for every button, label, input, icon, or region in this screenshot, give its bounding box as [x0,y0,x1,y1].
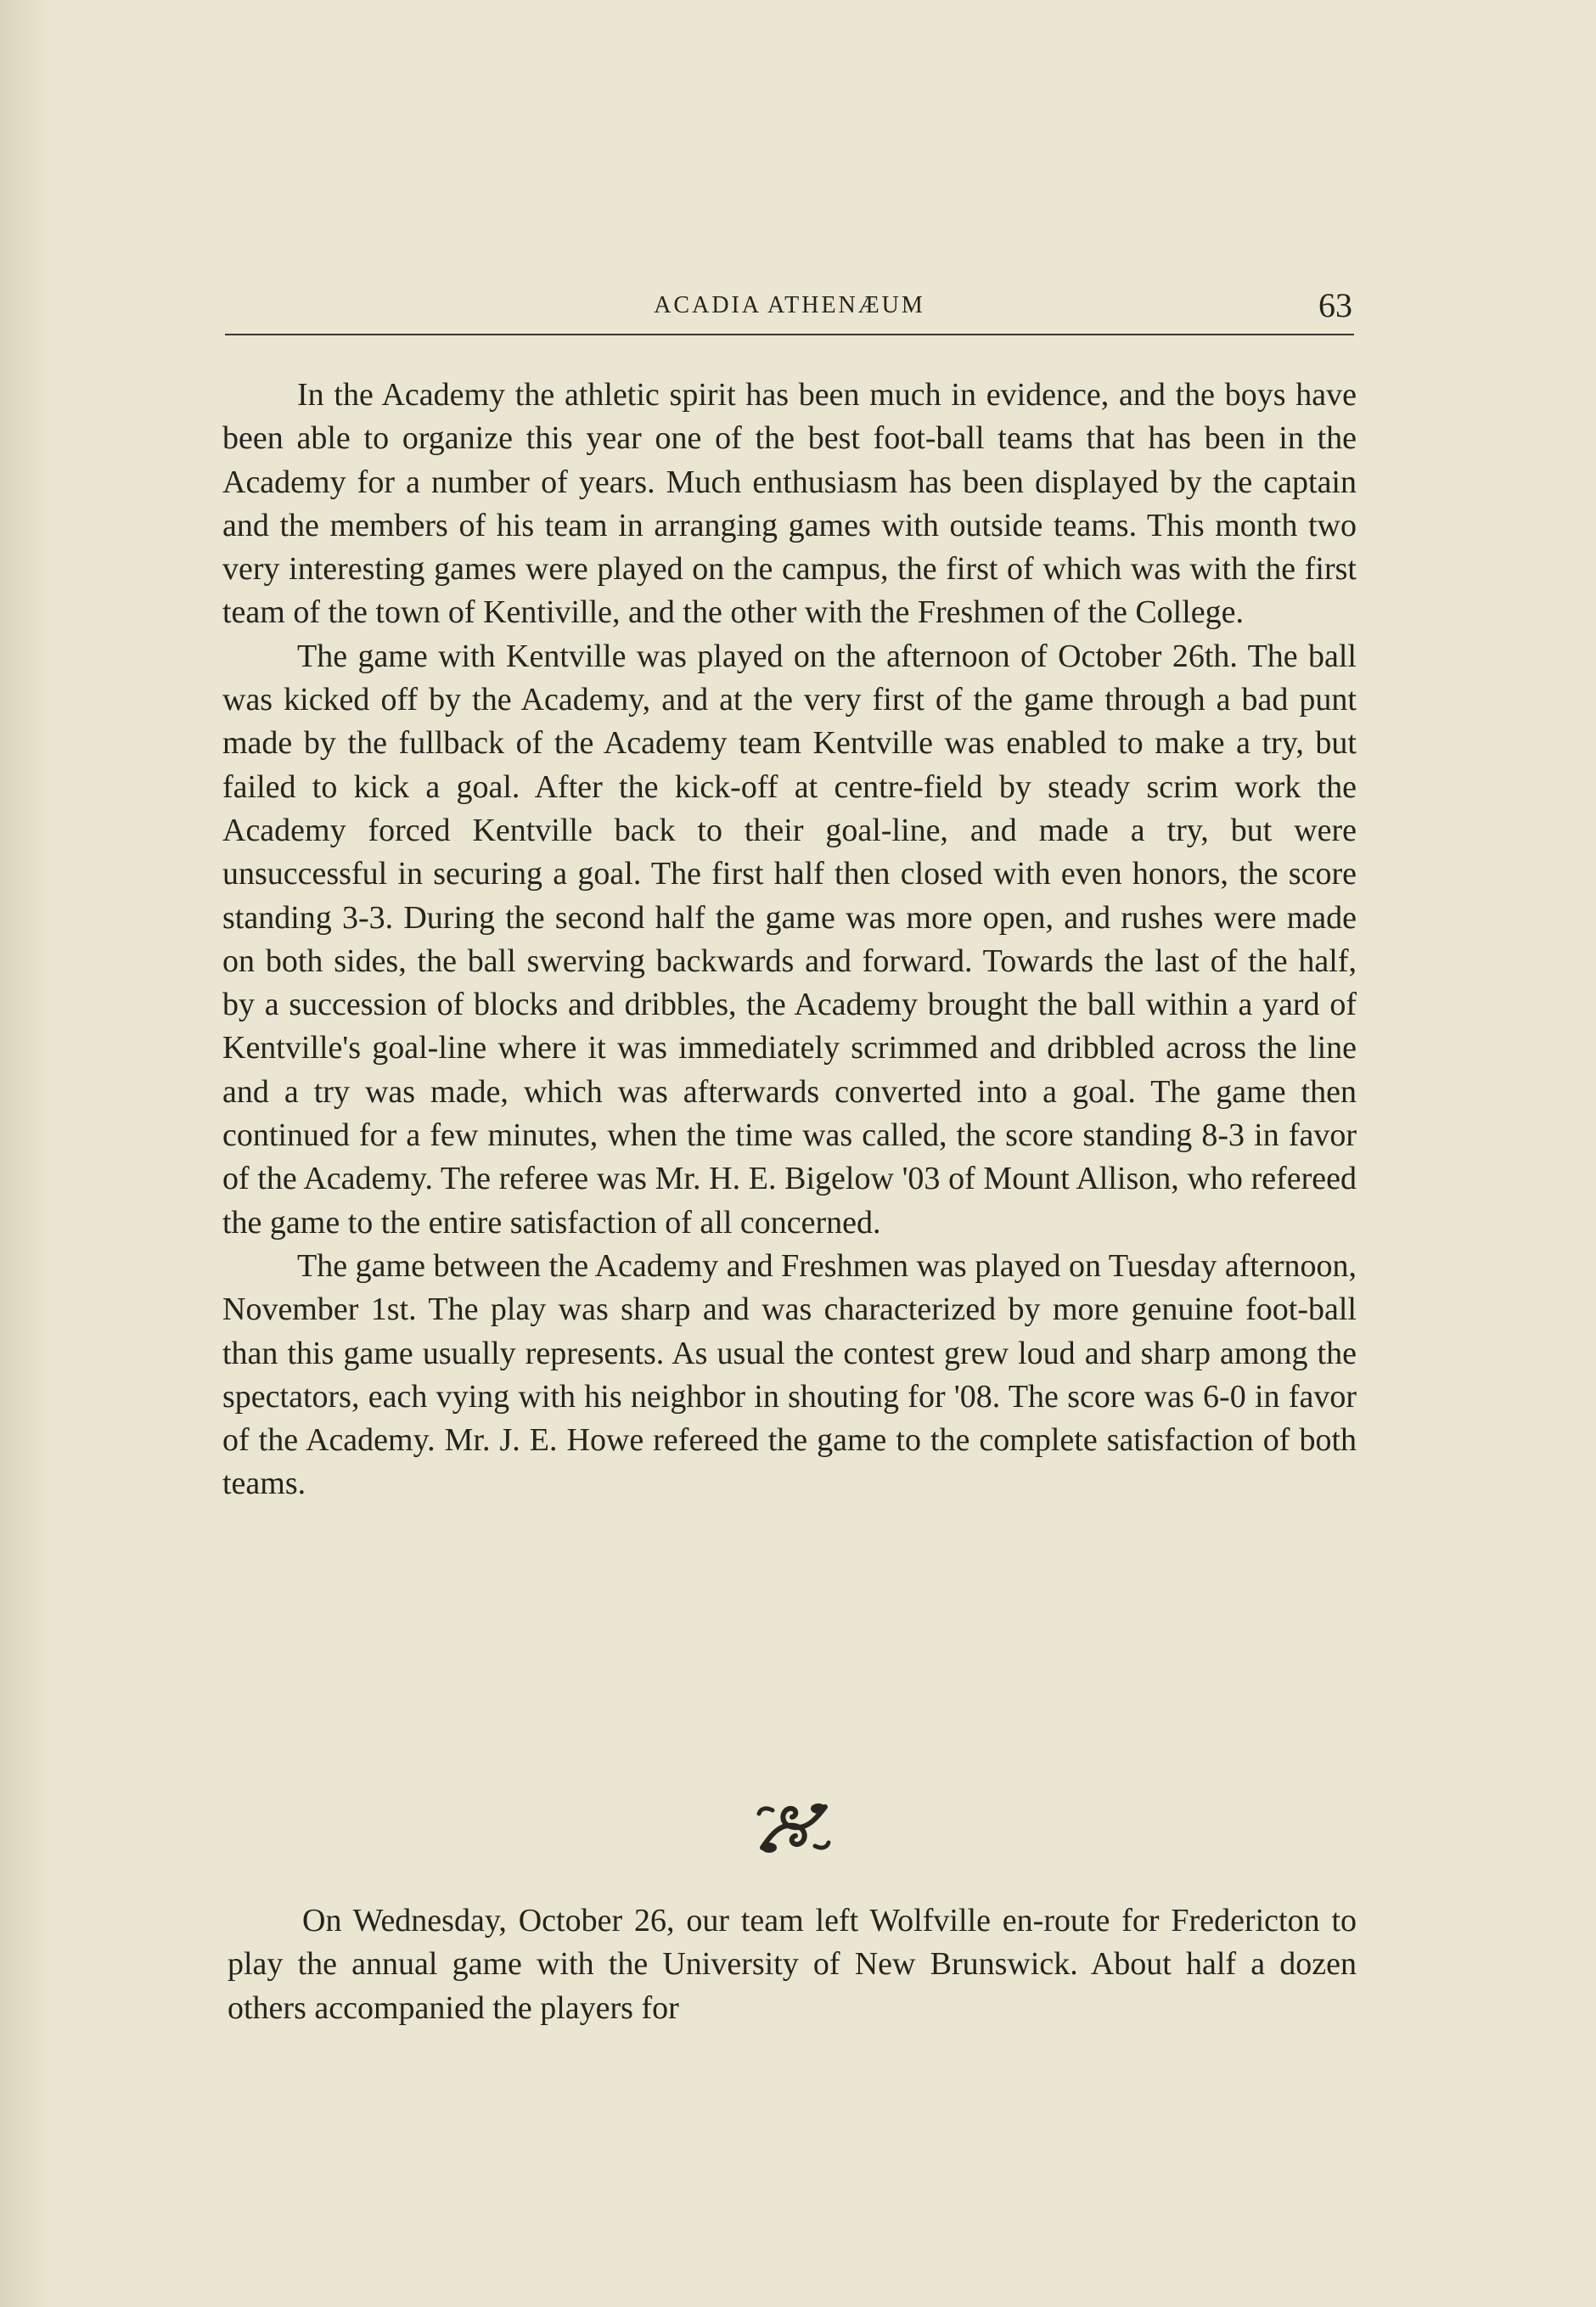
paragraph-freshmen-game: The game between the Academy and Freshmen was played on Tuesday afternoon, November 1st. The play was sharp and was characterized by more genuine foot-ball than this game usually represents. As usual the contest grew loud and sharp among the spectators, each vying with his neighbor in shouting for '08. The score was 6-0 in favor of the Academy. Mr. J. E. Howe refereed the game to the complete satisfaction of both teams. [222,1247,1357,1502]
running-title: ACADIA ATHENÆUM [654,292,925,318]
fleuron-ornament-icon [756,1798,832,1858]
paragraph-fredericton-trip: On Wednesday, October 26, our team left Wolfville en-route for Fredericton to play the annual game with the University of New Brunswick. About half a dozen others accompanied the players for [228,1903,1357,2026]
fredericton-trip-section [228,1899,1357,2030]
header-rule [225,334,1354,335]
running-head [225,285,1354,328]
page-edge-shadow [0,0,51,2307]
page-number: 63 [1318,286,1352,324]
paragraph-academy-athletics: In the Academy the athletic spirit has been much in evidence, and the boys have been able to organize this year one of the best foot-ball teams that has been in the Academy for a number of years. Much enthusiasm has been displayed by the captain and the members of his team in arranging games with outside teams. This month two very interesting games were played on the campus, the first of which was with the first team of the town of Kentiville, and the other with the Freshmen of the College. [222,377,1357,631]
paragraph-kentville-game: The game with Kentville was played on the afternoon of October 26th. The ball was kicked off by the Academy, and at the very first of the game through a bad punt made by the fullback of the Academy team Kentville was enabled to make a try, but failed to kick a goal. After the kick-off at centre-field by steady scrim work the Academy forced Kentville back to their goal-line, and made a try, but were unsuccessful in securing a goal. The first half then closed with even honors, the score standing 3-3. During the second half the game was more open, and rushes were made on both sides, the ball swerving backwards and forward. Towards the last of the half, by a succession of blocks and dribbles, the Academy brought the ball within a yard of Kentville's goal-line where it was immediately scrimmed and dribbled across the line and a try was made, which was afterwards converted into a goal. The game then continued for a few minutes, when the time was called, the score standing 8-3 in favor of the Academy. The referee was Mr. H. E. Bigelow '03 of Mount Allison, who refereed the game to the entire satisfaction of all concerned. [222,638,1357,1241]
article-body [222,374,1357,1506]
